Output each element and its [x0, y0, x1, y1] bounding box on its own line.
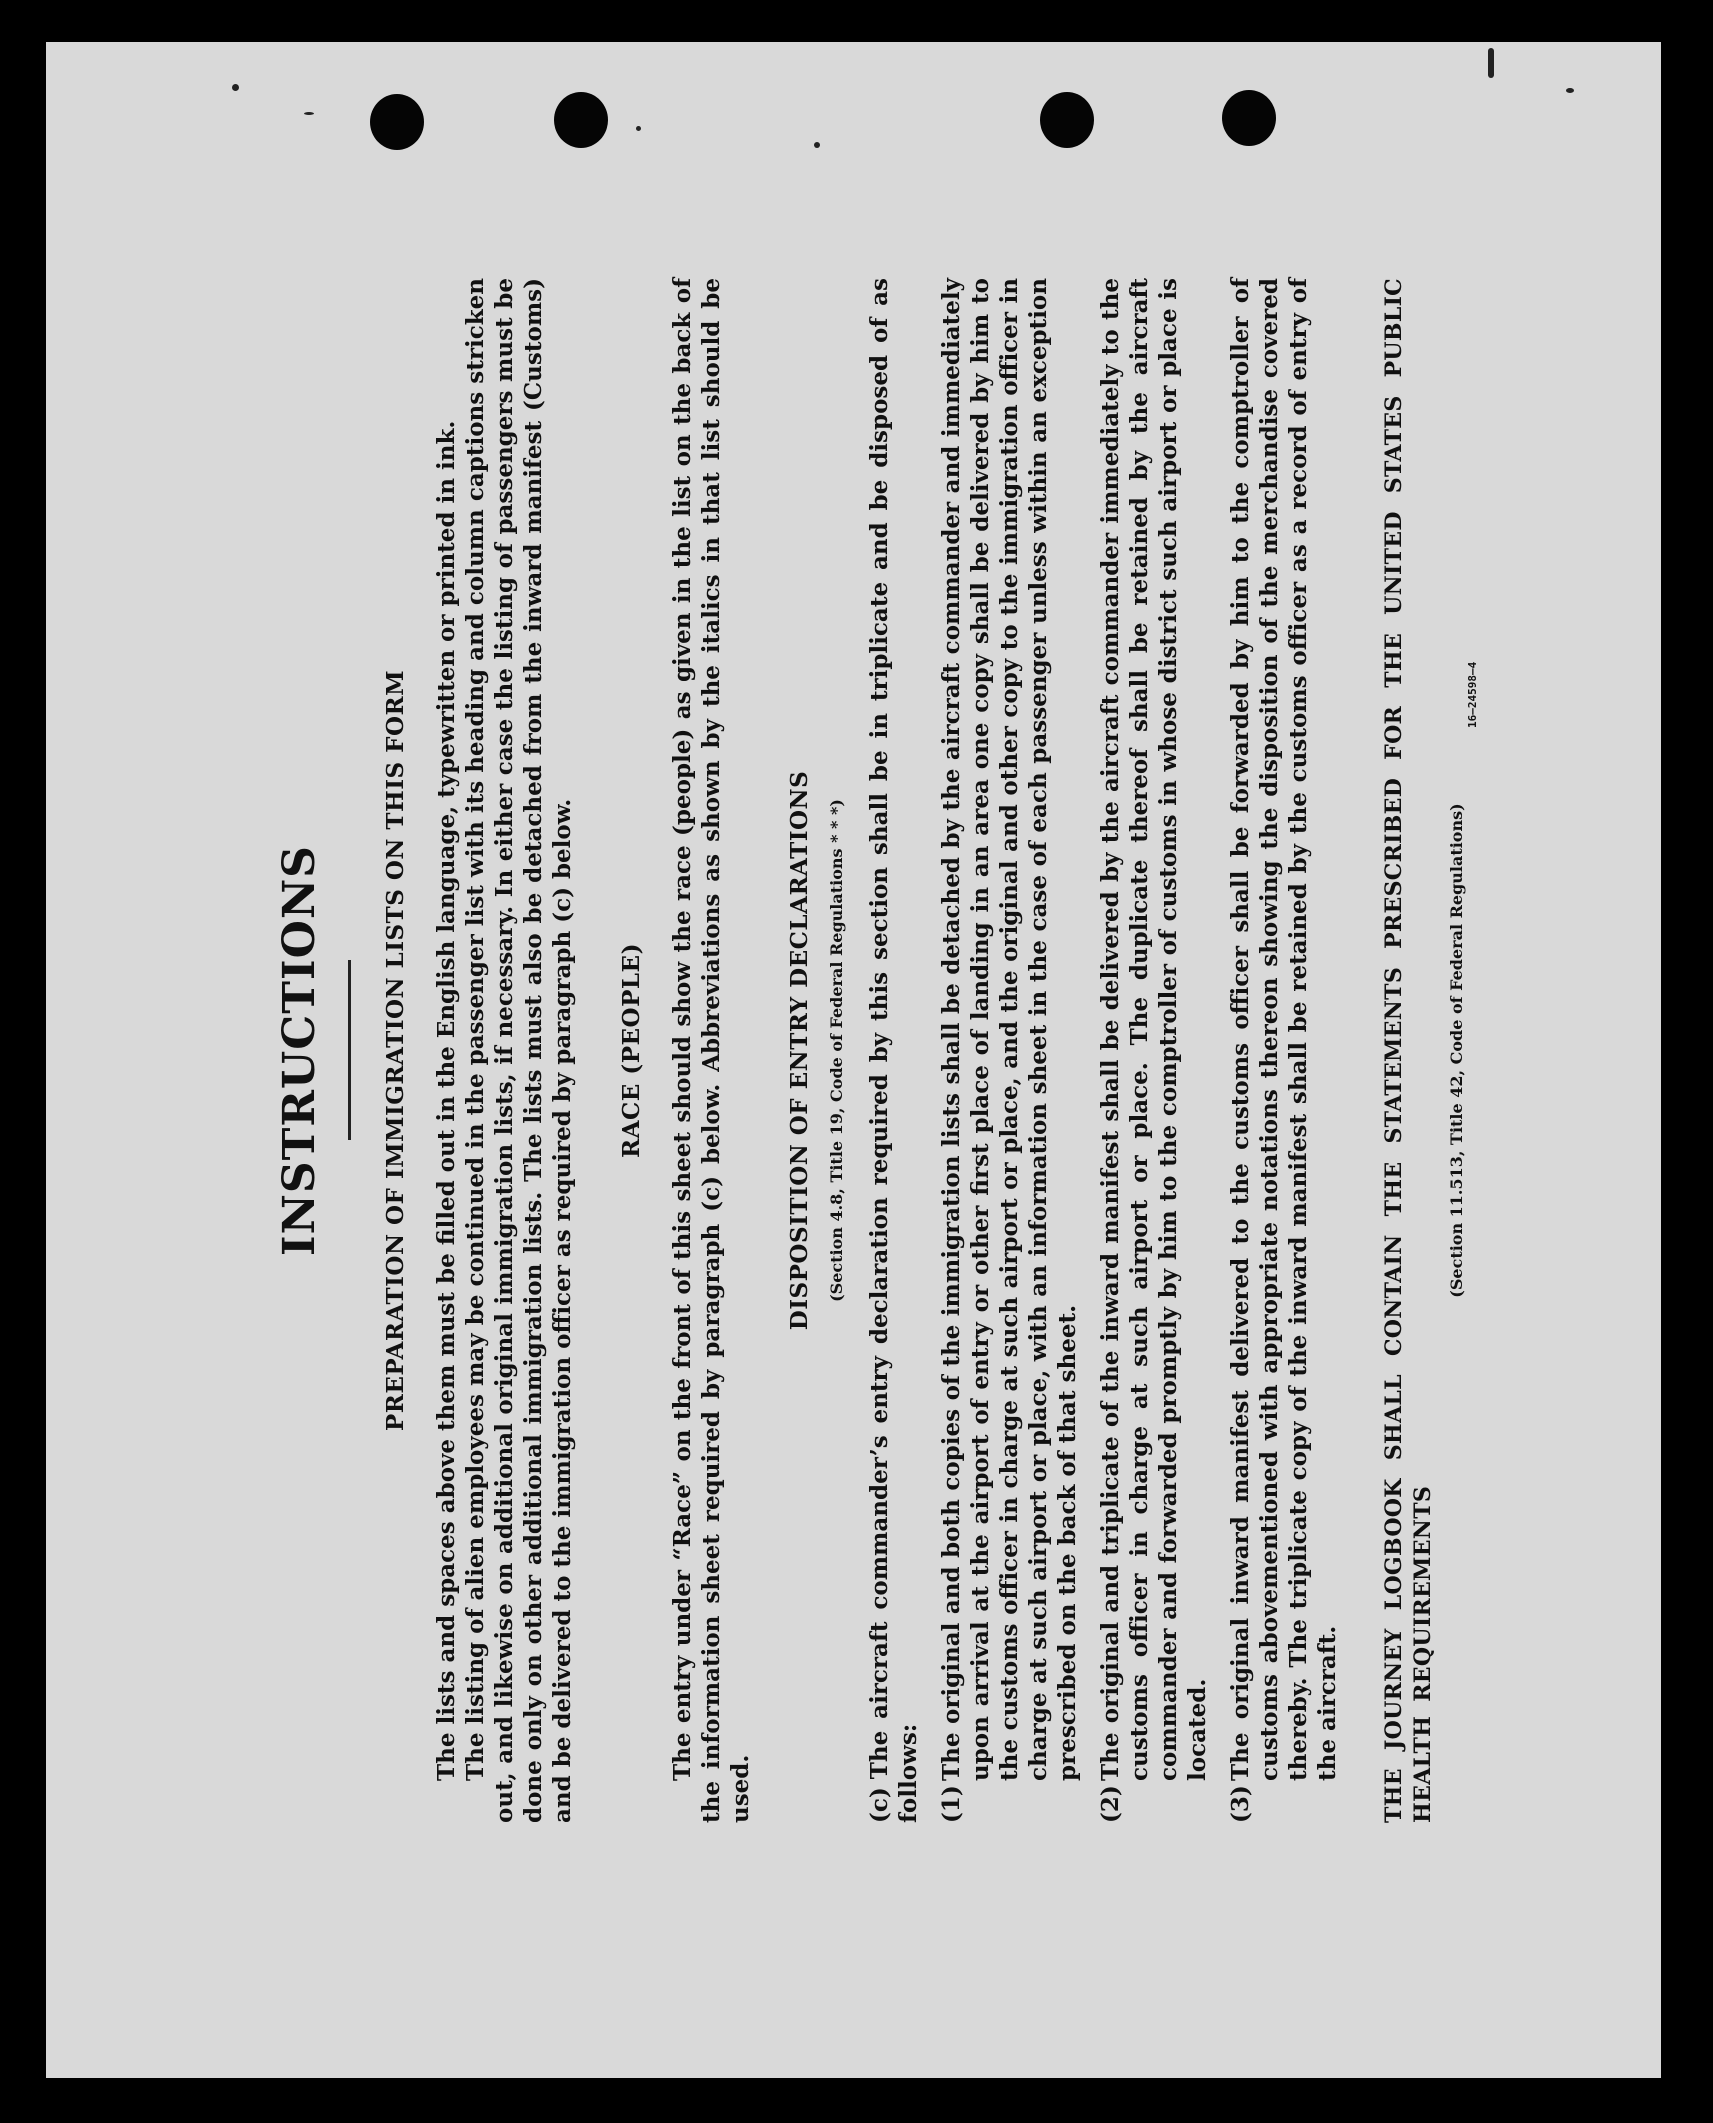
preparation-paragraph-1: The lists and spaces above them must be filled out in the English language, typewritten or printed in ink.: [433, 420, 460, 1781]
list-item-number: (3): [1227, 1785, 1254, 1823]
journey-logbook-citation: (Section 11.513, Title 42, Code of Federal Regulations): [1447, 803, 1466, 1298]
list-item-number: (2): [1097, 1785, 1124, 1823]
disposition-lead-text: The aircraft commander’s entry declaration required by this section shall be in triplicate and be disposed of as follows:: [866, 278, 922, 1823]
document-page: [46, 42, 1661, 2078]
disposition-citation: (Section 4.8, Title 19, Code of Federal Regulations * * *): [827, 799, 846, 1302]
race-paragraph: The entry under “Race” on the front of this sheet should show the race (people) as given in the list on the back of the information sheet required by paragraph (c) below. Abbreviations as shown by the italics in that list should be used.: [669, 278, 754, 1823]
disposition-lead-paragraph: [865, 278, 923, 1823]
list-item-text: The original and both copies of the immigration lists shall be detached by the aircraft commander and immediately upon arrival at the airport of entry or other first place of landing in an area one copy shall be delivered by him to the customs officer in charge at such airport or place, and the original and other copy to the immigration officer in charge at such airport or place, with an information sheet in the case of each passenger unless within an exception prescribed on the back of that sheet.: [938, 278, 1081, 1781]
instructions-body: [276, 278, 1471, 1823]
journey-logbook-statement: THE JOURNEY LOGBOOK SHALL CONTAIN THE STATEMENTS PRESCRIBED FOR THE UNITED STATES PUBLIC HEALTH REQUIREMENTS: [1381, 278, 1436, 1823]
preparation-heading: PREPARATION OF IMMIGRATION LISTS ON THIS FORM: [382, 669, 409, 1432]
disposition-heading: DISPOSITION OF ENTRY DECLARATIONS: [786, 770, 813, 1331]
list-item: [1096, 278, 1212, 1823]
page-title: INSTRUCTIONS: [274, 845, 325, 1256]
title-rule: [348, 961, 351, 1141]
list-item: [1226, 278, 1342, 1823]
form-number: 16—24598—4: [1466, 661, 1479, 728]
preparation-paragraph-2: The listing of alien employees may be continued in the passenger list with its heading and column captions stricken out, and likewise on additional original immigration lists, if necessary. In either case the listing of passengers must be done only on other additional immigration lists. The lists must also be detached from the inward manifest (Customs) and be delivered to the immigration officer as required by paragraph (c) below.: [462, 278, 576, 1823]
rotated-content: [46, 42, 1661, 2078]
disposition-lead-label: (c): [866, 1787, 893, 1823]
list-item-number: (1): [938, 1785, 965, 1823]
race-heading: RACE (PEOPLE): [618, 943, 645, 1158]
list-item: [937, 278, 1082, 1823]
list-item-text: The original inward manifest delivered to the customs officer shall be forwarded by him to the comptroller of customs abovementioned with appropriate notations thereon showing the disposition of the merchandise covered thereby. The triplicate copy of the inward manifest shall be retained by the customs officer as a record of entry of the aircraft.: [1227, 278, 1341, 1781]
list-item-text: The original and triplicate of the inward manifest shall be delivered by the aircraft commander immediately to the customs officer in charge at such airport or place. The duplicate thereof shall be retained by the aircraft commander and forwarded promptly by him to the comptroller of customs in whose district such airport or place is located.: [1097, 278, 1211, 1781]
